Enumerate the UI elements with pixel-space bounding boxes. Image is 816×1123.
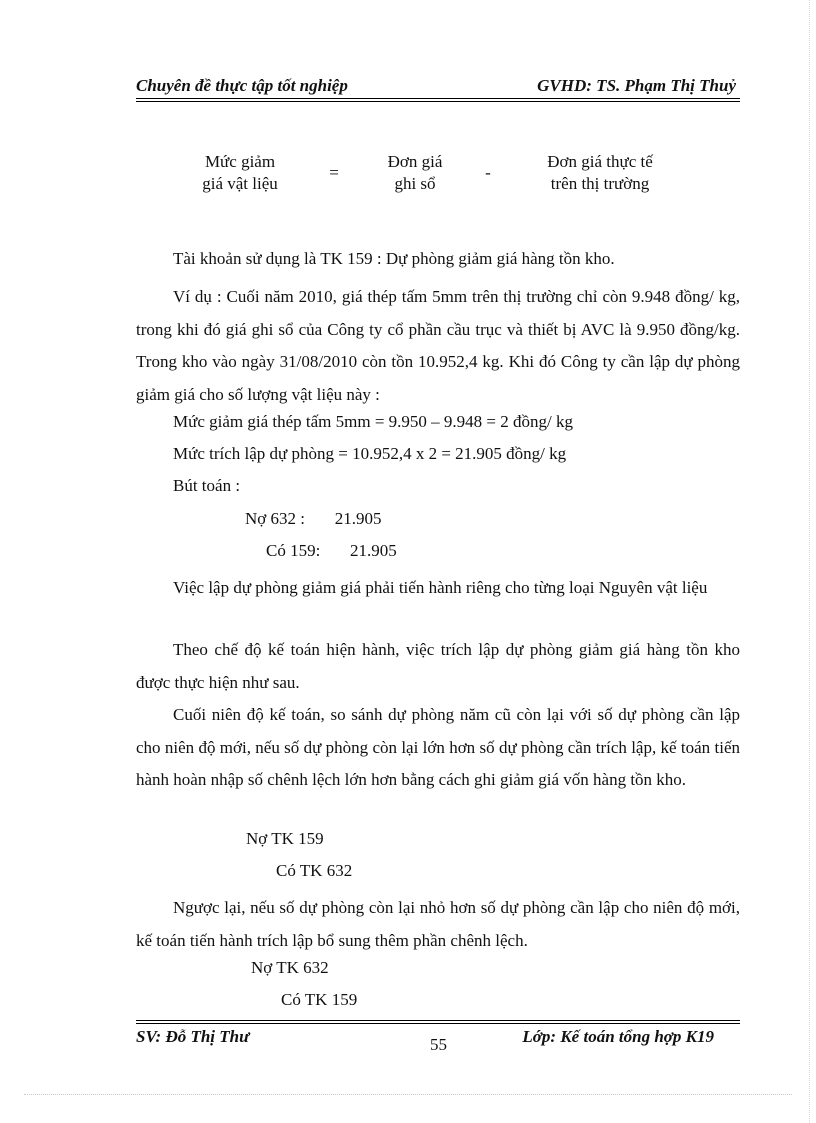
formula-term-1-line-2: giá vật liệu xyxy=(202,174,278,193)
formula-minus: - xyxy=(485,163,491,182)
reversal-entry-debit: Nợ TK 159 xyxy=(246,829,324,848)
paragraph-per-material: Việc lập dự phòng giảm giá phải tiến hành riêng cho từng loại Nguyên vật liệu xyxy=(173,578,708,597)
formula-term-2-line-2: ghi sổ xyxy=(394,174,436,193)
formula-term-2 xyxy=(360,151,470,195)
paragraph-year-end: Cuối niên độ kế toán, so sánh dự phòng năm cũ còn lại với số dự phòng cần lập cho niên độ mới, nếu số dự phòng còn lại lớn hơn số dự phòng cần trích lập, kế toán tiến hành hoàn nhập số chênh lệch lớn hơn bằng cách ghi giảm giá vốn hàng tồn kho. xyxy=(136,705,740,789)
line-discount-calc: Mức giảm giá thép tấm 5mm = 9.950 – 9.948 = 2 đồng/ kg xyxy=(173,412,573,431)
formula-term-1 xyxy=(170,151,310,195)
footer-rule-double xyxy=(136,1023,740,1024)
formula-term-3-line-1: Đơn giá thực tế xyxy=(547,152,653,171)
line-provision-calc: Mức trích lập dự phòng = 10.952,4 x 2 = 21.905 đồng/ kg xyxy=(173,444,567,463)
journal-entry-debit: Nợ 632 : 21.905 xyxy=(245,509,382,528)
footer-class: Lớp: Kế toán tổng hợp K19 xyxy=(522,1027,714,1046)
header-supervisor: GVHD: TS. Phạm Thị Thuỷ xyxy=(537,76,736,95)
paragraph-supplement: Ngược lại, nếu số dự phòng còn lại nhỏ hơn số dự phòng cần lập cho niên độ mới, kế toán tiến hành trích lập bổ sung thêm phần chênh lệch. xyxy=(136,898,740,950)
formula-term-3 xyxy=(520,151,680,195)
page-edge-dotted-line-vertical xyxy=(809,0,810,1123)
formula-term-2-line-1: Đơn giá xyxy=(387,152,443,171)
supplement-entry-credit: Có TK 159 xyxy=(281,990,358,1009)
header-rule xyxy=(136,98,740,99)
line-journal-label: Bút toán : xyxy=(173,476,241,495)
formula-term-1-line-1: Mức giảm xyxy=(204,152,276,171)
footer-student: SV: Đỗ Thị Thư xyxy=(136,1027,250,1046)
paragraph-account: Tài khoản sử dụng là TK 159 : Dự phòng giảm giá hàng tồn kho. xyxy=(173,249,615,268)
paragraph-example: Ví dụ : Cuối năm 2010, giá thép tấm 5mm trên thị trường chỉ còn 9.948 đồng/ kg, trong khi đó giá ghi sổ của Công ty cổ phần cầu trục và thiết bị AVC là 9.950 đồng/kg. Trong kho vào ngày 31/08/2010 còn tồn 10.952,4 kg. Khi đó Công ty cần lập dự phòng giảm giá cho số lượng vật liệu này : xyxy=(136,287,740,404)
paragraph-regulation: Theo chế độ kế toán hiện hành, việc trích lập dự phòng giảm giá hàng tồn kho được thực hiện như sau. xyxy=(136,640,740,692)
journal-entry-credit: Có 159: 21.905 xyxy=(266,541,397,560)
header-title: Chuyên đề thực tập tốt nghiệp xyxy=(136,76,348,95)
page-number: 55 xyxy=(430,1035,447,1054)
formula-equals: = xyxy=(329,163,339,182)
formula-term-3-line-2: trên thị trường xyxy=(550,174,650,193)
footer-rule xyxy=(136,1020,740,1021)
reversal-entry-credit: Có TK 632 xyxy=(276,861,353,880)
page-edge-dotted-line xyxy=(24,1094,792,1095)
supplement-entry-debit: Nợ TK 632 xyxy=(251,958,329,977)
header-rule-double xyxy=(136,101,740,102)
